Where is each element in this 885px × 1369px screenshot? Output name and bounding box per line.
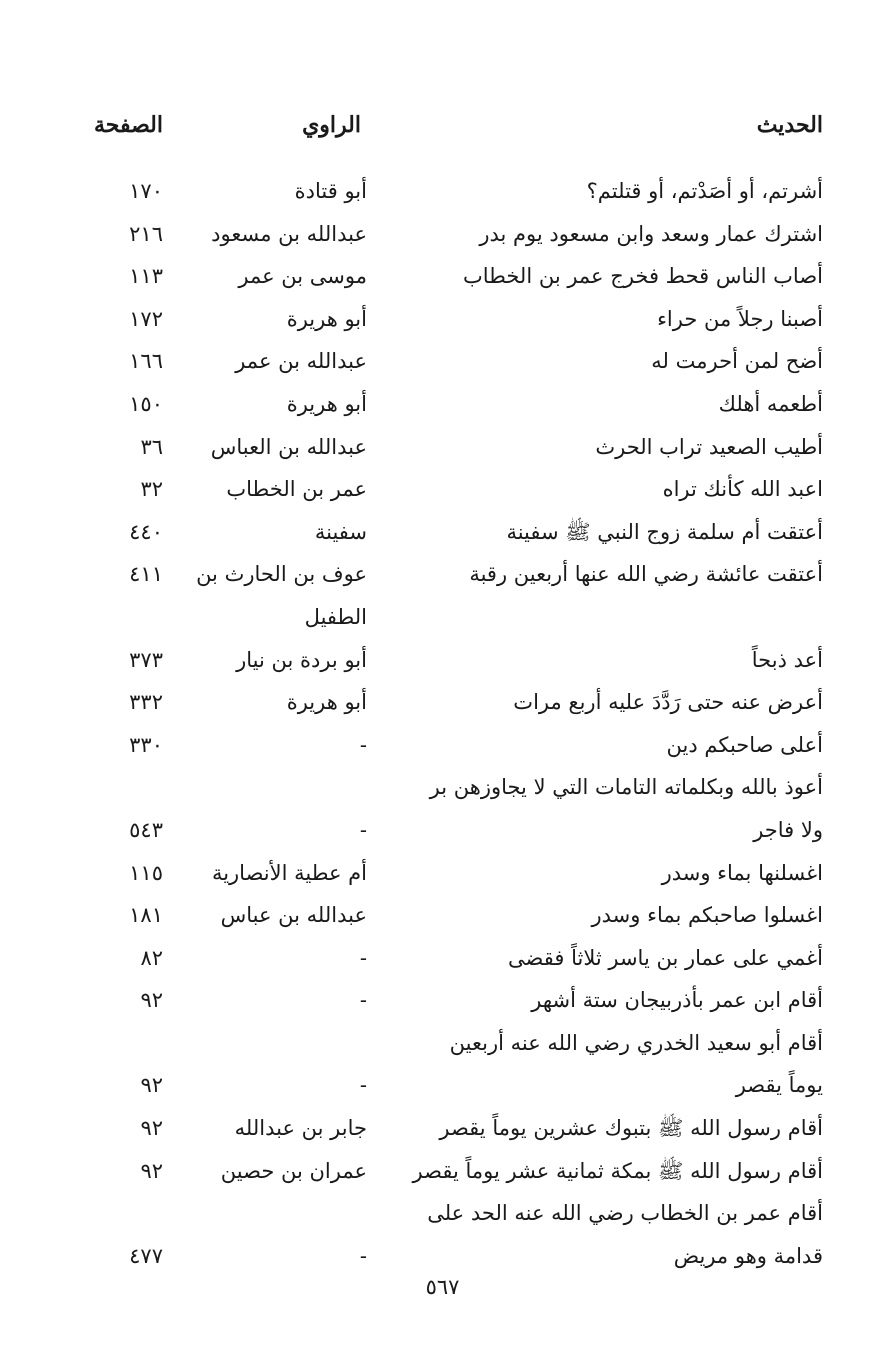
page-ref: ٣٣٢: [129, 690, 163, 715]
page-ref: ١٦٦: [129, 349, 163, 374]
page-ref: ٨٢: [140, 945, 163, 970]
narrator-name: -: [359, 1243, 367, 1268]
page-ref: ١٧٠: [129, 179, 163, 203]
table-row: [0, 426, 885, 469]
table-row: [0, 1022, 885, 1065]
table-row: [0, 766, 885, 809]
page-ref: ٤٧٧: [129, 1243, 163, 1268]
hadith-text: أضح لمن أحرمت له: [651, 349, 823, 374]
table-row: [0, 596, 885, 639]
table-row: [0, 468, 885, 511]
table-row: [0, 213, 885, 256]
table-row: [0, 1064, 885, 1107]
page-ref: ٥٤٣: [129, 817, 163, 842]
narrator-name: جابر بن عبدالله: [234, 1116, 367, 1141]
hadith-text: أطعمه أهلك: [718, 391, 823, 416]
table-row: [0, 809, 885, 852]
hadith-text: اعبد الله كأنك تراه: [662, 477, 823, 502]
hadith-text: ولا فاجر: [753, 817, 823, 842]
hadith-text: يوماً يقصر: [735, 1073, 823, 1098]
hadith-text: أعد ذبحاً: [751, 647, 823, 672]
hadith-text: اشترك عمار وسعد وابن مسعود يوم بدر: [479, 221, 823, 246]
hadith-text: أطيب الصعيد تراب الحرث: [595, 434, 823, 459]
page-ref: ١٨١: [129, 903, 163, 928]
table-row: [0, 852, 885, 895]
narrator-name: -: [359, 817, 367, 842]
table-row: [0, 1150, 885, 1193]
page-ref: ٩٢: [140, 1116, 163, 1141]
narrator-name: أبو هريرة: [286, 391, 367, 416]
header-narrator: الراوي: [302, 112, 361, 138]
table-row: [0, 979, 885, 1022]
table-row: [0, 511, 885, 554]
table-row: [0, 553, 885, 596]
narrator-name: أبو هريرة: [286, 306, 367, 331]
table-row: [0, 681, 885, 724]
hadith-text: أصاب الناس قحط فخرج عمر بن الخطاب: [462, 264, 823, 289]
page-ref: ٢١٦: [129, 221, 163, 246]
narrator-name: الطفيل: [304, 604, 367, 629]
narrator-name: عوف بن الحارث بن: [196, 562, 367, 587]
hadith-text: أصبنا رجلاً من حراء: [657, 306, 823, 331]
narrator-name: -: [359, 945, 367, 970]
table-row: [0, 1192, 885, 1235]
narrator-name: عبدالله بن مسعود: [211, 221, 367, 246]
table-row: [0, 340, 885, 383]
narrator-name: -: [359, 988, 367, 1013]
hadith-text: أعتقت عائشة رضي الله عنها أربعين رقبة: [469, 562, 823, 587]
narrator-name: سفينة: [314, 519, 367, 544]
page-ref: ٩٢: [140, 1073, 163, 1098]
page-ref: ٤٤٠: [129, 519, 163, 544]
table-row: [0, 255, 885, 298]
page-ref: ٩٢: [140, 988, 163, 1013]
table-row: [0, 724, 885, 767]
page-number: ٥٦٧: [425, 1275, 460, 1299]
hadith-text: اغسلنها بماء وسدر: [661, 860, 823, 885]
hadith-text: أقام رسول الله ﷺ بتبوك عشرين يوماً يقصر: [439, 1116, 823, 1141]
page-ref: ٣٢: [140, 477, 163, 502]
narrator-name: -: [359, 1073, 367, 1098]
hadith-text: قدامة وهو مريض: [673, 1243, 823, 1268]
hadith-text: أقام ابن عمر بأذربيجان ستة أشهر: [531, 988, 823, 1013]
page-ref: ٣٣٠: [129, 732, 163, 757]
hadith-text: أقام عمر بن الخطاب رضي الله عنه الحد على: [427, 1201, 823, 1226]
hadith-text: أغمي على عمار بن ياسر ثلاثاً فقضى: [508, 945, 823, 970]
page-ref: ٣٧٣: [129, 647, 163, 672]
hadith-text: أعتقت أم سلمة زوج النبي ﷺ سفينة: [506, 519, 823, 544]
header-hadith: الحديث: [756, 112, 823, 138]
hadith-text: أشرتم، أو أصَدْتم، أو قتلتم؟: [586, 179, 823, 203]
table-row: [0, 170, 885, 213]
narrator-name: عمر بن الخطاب: [226, 477, 367, 502]
hadith-text: أعوذ بالله وبكلماته التامات التي لا يجاوزهن بر: [429, 775, 823, 800]
page-ref: ١١٣: [129, 264, 163, 289]
table-row: [0, 1107, 885, 1150]
narrator-name: أم عطية الأنصارية: [211, 860, 367, 885]
narrator-name: -: [359, 732, 367, 757]
hadith-text: أقام أبو سعيد الخدري رضي الله عنه أربعين: [449, 1030, 823, 1055]
narrator-name: موسى بن عمر: [238, 264, 367, 289]
table-row: [0, 894, 885, 937]
page-ref: ٩٢: [140, 1158, 163, 1183]
table-header: [0, 112, 885, 152]
header-page: الصفحة: [93, 112, 163, 138]
narrator-name: عبدالله بن عمر: [235, 349, 367, 374]
hadith-text: أقام رسول الله ﷺ بمكة ثمانية عشر يوماً يقصر: [412, 1158, 823, 1183]
page-ref: ٣٦: [140, 434, 163, 459]
narrator-name: أبو هريرة: [286, 690, 367, 715]
page-ref: ١٥٠: [129, 391, 163, 416]
page-ref: ١١٥: [129, 860, 163, 885]
narrator-name: أبو قتادة: [294, 179, 367, 203]
narrator-name: عبدالله بن عباس: [220, 903, 367, 928]
table-row: [0, 639, 885, 682]
narrator-name: عمران بن حصين: [220, 1158, 367, 1183]
table-row: [0, 1235, 885, 1278]
page-ref: ١٧٢: [129, 306, 163, 331]
hadith-text: أعلى صاحبكم دين: [666, 732, 823, 757]
page-ref: ٤١١: [129, 562, 163, 587]
hadith-text: اغسلوا صاحبكم بماء وسدر: [591, 903, 823, 928]
hadith-text: أعرض عنه حتى رَدَّدَ عليه أربع مرات: [513, 690, 823, 715]
table-row: [0, 298, 885, 341]
table-row: [0, 383, 885, 426]
narrator-name: عبدالله بن العباس: [210, 434, 367, 459]
narrator-name: أبو بردة بن نيار: [236, 647, 367, 672]
table-row: [0, 937, 885, 980]
index-table: [0, 170, 885, 1277]
